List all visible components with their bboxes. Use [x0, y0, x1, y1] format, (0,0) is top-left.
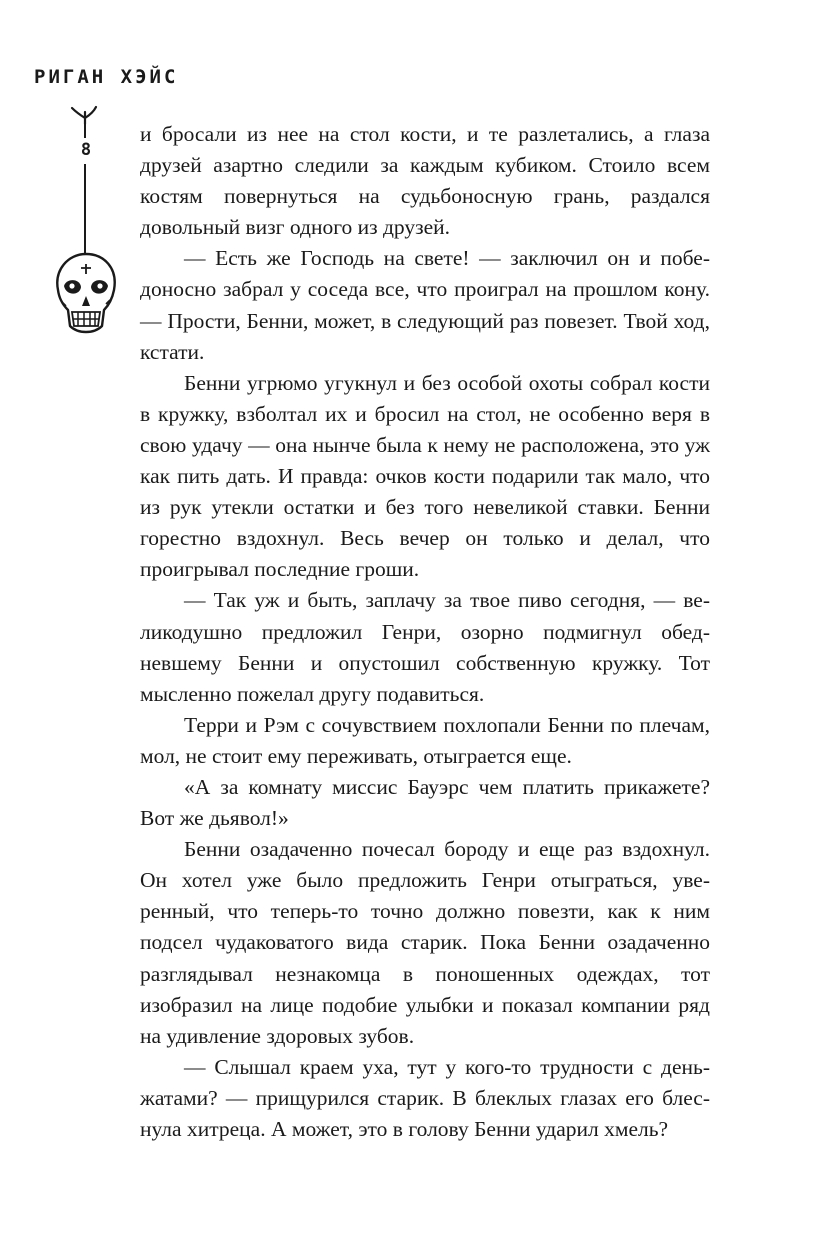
paragraph: — Слышал краем уха, тут у кого-то трудности с деньжатами? — прищурился старик. В блеклых глазах его блеснула хитреца. А может, это в голову Бенни ударил хмель? — [140, 1054, 710, 1141]
paragraph: — Есть же Господь на свете! — заключил он и победоносно забрал у соседа все, что проиграл на прошлом кону. — Прости, Бенни, может, в следующий раз повезет. Твой ход, кстати. — [140, 246, 710, 364]
paragraph: и бросали из нее на стол кости, и те разлетались, а глаза друзей азартно следили за каждым кубиком. Стоило всем костям повернуться на судьбоносную грань, раздался довольный визг одного из друзей. — [140, 122, 710, 240]
paragraph: Бенни угрюмо угукнул и без особой охоты собрал кости в кружку, взболтал их и бросил на стол, не особенно веря в свою удачу — она нынче была к нему не расположена, это уж как пить дать. И правда: очков кости подарили так мало, что из рук утекли остатки и без того невеликой ставки. Бенни горестно вздохнул. Весь вечер он только и делал, что проигрывал последние гроши. — [140, 370, 710, 582]
paragraph: «А за комнату миссис Бауэрс чем платить прикажете? Вот же дьявол!» — [140, 774, 710, 831]
running-header-author: РИГАН ХЭЙС — [34, 66, 179, 88]
page-number: 8 — [76, 140, 96, 160]
paragraph: Бенни озадаченно почесал бороду и еще раз вздохнул. Он хотел уже было предложить Генри отыграться, уверенный, что теперь-то точно должно повезти, как к ним подсел чудаковатого вида старик. Пока Бенни озадаченно разглядывал незнакомца в поношенных одеждах, тот изобразил на лице подобие улыбки и показал компании ряд на удивление здоровых зубов. — [140, 837, 710, 1048]
body-text — [140, 119, 710, 1145]
paragraph: — Так уж и быть, заплачу за твое пиво сегодня, — великодушно предложил Генри, озорно подмигнул обедневшему Бенни и опустошил собственную кружку. Тот мысленно пожелал другу подавиться. — [140, 588, 710, 706]
paragraph: Терри и Рэм с сочувствием похлопали Бенни по плечам, мол, не стоит ему переживать, отыграется еще. — [140, 712, 710, 768]
